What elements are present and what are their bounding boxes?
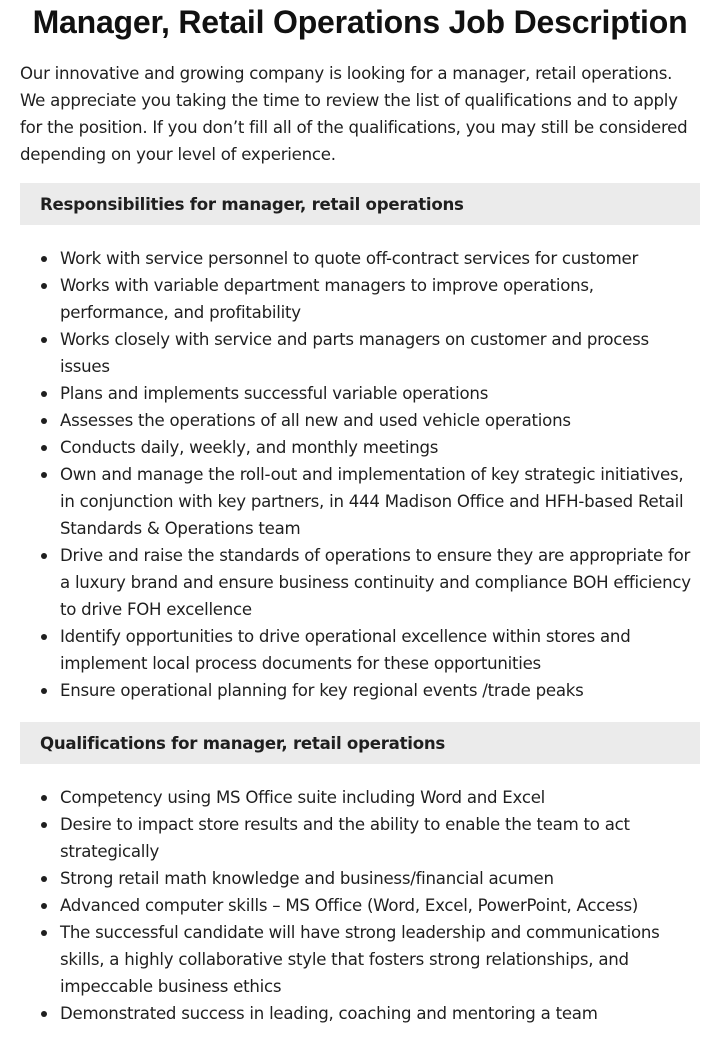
list-item: Works closely with service and parts managers on customer and process issues	[20, 326, 700, 380]
responsibilities-heading: Responsibilities for manager, retail operations	[40, 194, 464, 214]
list-item: Ensure operational planning for key regional events /trade peaks	[20, 677, 700, 704]
list-item: Identify opportunities to drive operational excellence within stores and implement local process documents for these opportunities	[20, 623, 700, 677]
list-item: Assesses the operations of all new and used vehicle operations	[20, 407, 700, 434]
list-item: Plans and implements successful variable operations	[20, 380, 700, 407]
list-item: Drive and raise the standards of operations to ensure they are appropriate for a luxury brand and ensure business continuity and compliance BOH efficiency to drive FOH excellence	[20, 542, 700, 623]
intro-paragraph: Our innovative and growing company is looking for a manager, retail operations. We appreciate you taking the time to review the list of qualifications and to apply for the position. If you don’t fill all of the qualifications, you may still be considered depending on your level of experience.	[20, 64, 688, 164]
list-item: Demonstrated success in leading, coaching and mentoring a team	[20, 1000, 700, 1027]
responsibilities-list	[20, 245, 700, 704]
qualifications-heading: Qualifications for manager, retail operations	[40, 733, 446, 753]
qualifications-header	[20, 722, 700, 764]
list-item: Conducts daily, weekly, and monthly meetings	[20, 434, 700, 461]
list-item: The successful candidate will have strong leadership and communications skills, a highly collaborative style that fosters strong relationships, and impeccable business ethics	[20, 919, 700, 1000]
list-item: Own and manage the roll-out and implementation of key strategic initiatives, in conjunction with key partners, in 444 Madison Office and HFH-based Retail Standards & Operations team	[20, 461, 700, 542]
page-title: Manager, Retail Operations Job Description	[32, 4, 688, 40]
list-item: Competency using MS Office suite including Word and Excel	[20, 784, 700, 811]
list-item: Strong retail math knowledge and business/financial acumen	[20, 865, 700, 892]
list-item: Advanced computer skills – MS Office (Word, Excel, PowerPoint, Access)	[20, 892, 700, 919]
responsibilities-header	[20, 183, 700, 225]
list-item: Desire to impact store results and the ability to enable the team to act strategically	[20, 811, 700, 865]
list-item: Work with service personnel to quote off-contract services for customer	[20, 245, 700, 272]
list-item: Works with variable department managers to improve operations, performance, and profitability	[20, 272, 700, 326]
qualifications-list	[20, 784, 700, 1027]
